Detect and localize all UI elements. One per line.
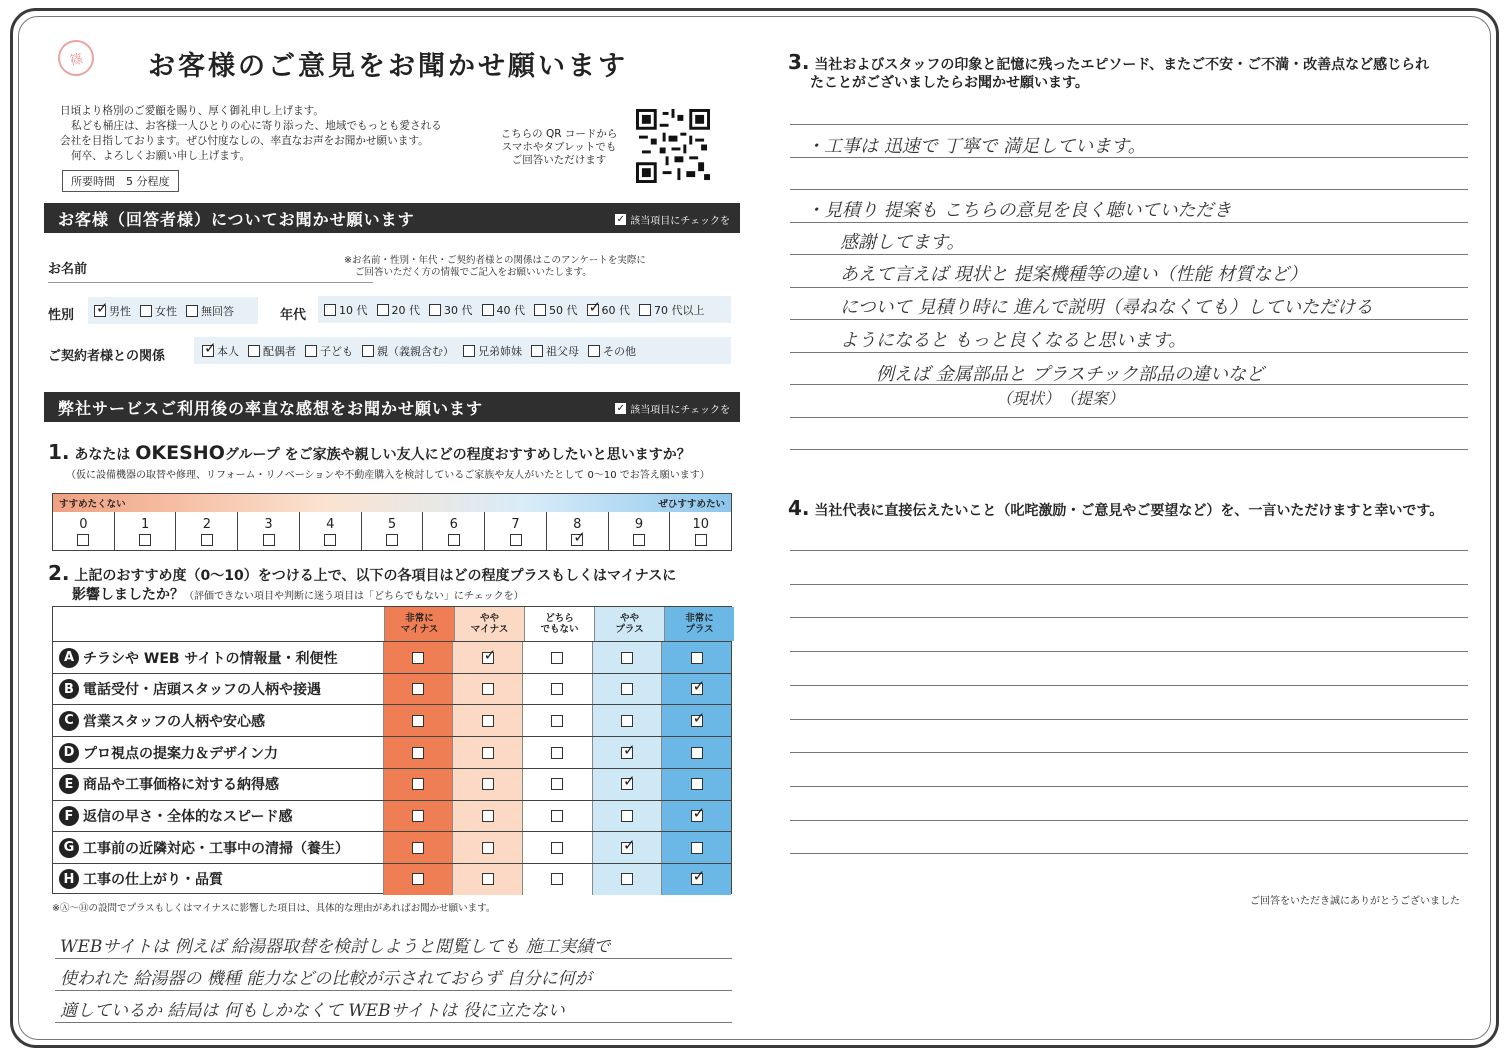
section-title: お客様（回答者様）についてお聞かせ願います (58, 209, 415, 229)
intro-line: 会社を目指しております。ぜひ忖度なしの、率直なお声をお聞かせ願います。 (60, 135, 429, 147)
grid-cell[interactable] (661, 832, 731, 863)
checkbox[interactable] (377, 304, 389, 316)
answer-line[interactable] (790, 449, 1468, 450)
question-2-sub: （評価できない項目や判断に迷う項目は「どちらでもない」にチェックを） (184, 591, 524, 602)
question-2 (48, 561, 676, 585)
section-title: 弊社サービスご利用後の率直な感想をお聞かせ願います (58, 398, 484, 418)
grid-row (53, 673, 731, 705)
checkbox-checked[interactable] (571, 534, 583, 546)
grid-cell[interactable] (522, 674, 592, 705)
privacy-note-line: ご回答いただく方の情報でご記入をお願いいたします。 (355, 267, 592, 278)
received-stamp: 篠 (55, 37, 98, 80)
checkbox[interactable] (412, 778, 424, 790)
answer-line[interactable] (790, 254, 1468, 255)
scale-cell[interactable] (299, 512, 361, 550)
checkbox[interactable] (510, 534, 522, 546)
option-label: 40 代 (496, 303, 525, 317)
q3-handwriting: ・見積り 提案も こちらの意見を良く聴いていただき (806, 200, 1232, 221)
checkbox[interactable] (621, 810, 633, 822)
option-item[interactable] (202, 343, 239, 359)
qr-caption-line: こちらの QR コードから (500, 128, 618, 140)
option-item[interactable] (429, 302, 473, 318)
scale-cell[interactable] (114, 512, 176, 550)
checkbox[interactable] (463, 345, 475, 357)
grid-cell[interactable] (661, 642, 731, 673)
scale-high-label: ぜひすすめたい (658, 499, 725, 510)
grid-cell[interactable] (592, 864, 662, 895)
scale-cells (53, 512, 731, 550)
checkbox[interactable] (386, 534, 398, 546)
grid-cell[interactable] (522, 737, 592, 768)
option-label: 20 代 (391, 303, 420, 317)
row-letter-icon: C (59, 711, 79, 731)
checkbox[interactable] (482, 810, 494, 822)
option-label: その他 (603, 344, 636, 358)
checkbox-checked[interactable] (482, 652, 494, 664)
question-text: 当社代表に直接伝えたいこと（叱咤激励・ご意見やご要望など）を、一言いただけますと幸いです。 (814, 503, 1444, 519)
check-instruction (615, 401, 730, 416)
row-letter-icon: A (59, 648, 79, 668)
checkbox[interactable] (201, 534, 213, 546)
grid-row-label (53, 705, 383, 736)
grid-column-header: 非常に プラス (664, 607, 734, 641)
checkbox[interactable] (621, 683, 633, 695)
scale-value: 10 (692, 516, 709, 532)
name-input[interactable] (48, 282, 373, 283)
checkbox[interactable] (324, 534, 336, 546)
checkbox[interactable] (551, 747, 563, 759)
checkbox-checked[interactable] (691, 715, 703, 727)
brand-name: OKESHO (135, 442, 225, 464)
checkbox[interactable] (186, 305, 198, 317)
privacy-note (344, 255, 646, 279)
question-text: グループ をご家族や親しい友人にどの程度おすすめしたいと思いますか？ (224, 447, 691, 463)
grid-cell[interactable] (383, 864, 453, 895)
option-item[interactable] (587, 302, 631, 318)
grid-cell[interactable] (452, 674, 522, 705)
grid-cell[interactable] (592, 737, 662, 768)
question-1-sub: （仮に設備機器の取替や修理、リフォーム・リノベーションや不動産購入を検討しているご家族や友人がいたとして 0～10 でお答え願います） (66, 470, 710, 481)
page-title: お客様のご意見をお聞かせ願います (148, 51, 628, 82)
question-text: あなたは (74, 447, 136, 463)
scale-cell[interactable] (175, 512, 237, 550)
checkbox[interactable] (412, 683, 424, 695)
scale-cell[interactable] (608, 512, 670, 550)
option-label: 配偶者 (263, 344, 296, 358)
section-header-service (44, 392, 740, 422)
row-letter-icon: E (59, 774, 79, 794)
age-options (318, 296, 731, 323)
answer-line[interactable] (790, 752, 1468, 753)
row-letter-icon: D (59, 743, 79, 763)
grid-column-header: 非常に マイナス (384, 607, 454, 641)
checkbox[interactable] (639, 304, 651, 316)
checkbox[interactable] (482, 304, 494, 316)
grid-row-label (53, 801, 383, 832)
grid-row (53, 800, 731, 832)
checkbox[interactable] (482, 715, 494, 727)
scale-cell[interactable] (484, 512, 546, 550)
checkbox-sample-icon: ✓ (616, 403, 625, 414)
row-text: 工事の仕上がり・品質 (83, 872, 223, 889)
checkbox[interactable] (482, 778, 494, 790)
option-item[interactable] (639, 302, 705, 318)
checkbox[interactable] (324, 304, 336, 316)
answer-line[interactable] (790, 719, 1468, 720)
checkbox[interactable] (412, 873, 424, 885)
option-item[interactable] (531, 343, 579, 359)
option-item[interactable] (94, 303, 131, 319)
answer-line[interactable] (790, 820, 1468, 821)
grid-row (53, 768, 731, 800)
scale-cell[interactable] (361, 512, 423, 550)
checkbox[interactable] (305, 345, 317, 357)
grid-cell[interactable] (522, 864, 592, 895)
gender-label: 性別 (48, 308, 75, 323)
checkbox[interactable] (429, 304, 441, 316)
option-label: 50 代 (549, 303, 578, 317)
age-label: 年代 (280, 308, 307, 323)
checkbox[interactable] (412, 810, 424, 822)
scale-header (53, 494, 731, 512)
row-text: プロ視点の提案力＆デザイン力 (83, 745, 279, 762)
checkbox[interactable] (621, 652, 633, 664)
option-item[interactable] (140, 303, 177, 319)
grid-cell[interactable] (522, 769, 592, 800)
grid-row-label (53, 769, 383, 800)
reason-handwriting: 使われた 給湯器の 機種 能力などの比較が示されておらず 自分に何が (60, 969, 592, 989)
grid-cell[interactable] (452, 832, 522, 863)
option-label: 無回答 (201, 304, 234, 318)
grid-row (53, 641, 731, 673)
question-number: 3. (788, 50, 810, 74)
q3-handwriting: ようになると もっと良くなると思います。 (840, 330, 1187, 351)
reason-line[interactable] (55, 1022, 732, 1023)
option-item[interactable] (377, 302, 421, 318)
checkbox[interactable] (621, 715, 633, 727)
answer-line[interactable] (790, 685, 1468, 686)
scale-value: 3 (264, 516, 273, 532)
reason-line[interactable] (55, 958, 732, 959)
option-label: 子ども (320, 344, 353, 358)
q3-handwriting: 感謝してます。 (840, 232, 965, 253)
recommend-scale (52, 493, 732, 551)
question-text: 影響しましたか？ (72, 587, 184, 603)
row-letter-icon: F (59, 806, 79, 826)
answer-line[interactable] (790, 189, 1468, 190)
check-instruction-text: 該当項目にチェックを (630, 405, 730, 416)
checkbox[interactable] (412, 652, 424, 664)
grid-cell[interactable] (383, 642, 453, 673)
grid-cell[interactable] (383, 737, 453, 768)
privacy-note-line: ※お名前・性別・年代・ご契約者様との関係はこのアンケートを実際に (344, 255, 646, 266)
grid-cell[interactable] (522, 801, 592, 832)
reason-handwriting: 適しているか 結局は 何もしかなくて WEBサイトは 役に立たない (60, 1001, 565, 1021)
checkbox[interactable] (633, 534, 645, 546)
checkbox[interactable] (551, 842, 563, 854)
gender-options (88, 297, 258, 324)
answer-line[interactable] (790, 417, 1468, 418)
intro-line: 日頃より格別のご愛顧を賜り、厚く御礼申し上げます。 (60, 105, 324, 117)
option-item[interactable] (482, 302, 526, 318)
question-number: 1. (48, 440, 70, 464)
grid-row (53, 863, 731, 895)
q3-handwriting: 例えば 金属部品と プラスチック部品の違いなど (876, 364, 1265, 385)
grid-cell[interactable] (452, 769, 522, 800)
grid-cell[interactable] (592, 801, 662, 832)
reason-line[interactable] (55, 990, 732, 991)
thanks-text: ご回答をいただき誠にありがとうございました (1250, 896, 1460, 907)
grid-cell[interactable] (383, 705, 453, 736)
intro-text (60, 104, 480, 164)
checkbox[interactable] (139, 534, 151, 546)
grid-row-label (53, 832, 383, 863)
checkbox[interactable] (691, 747, 703, 759)
checkbox[interactable] (691, 778, 703, 790)
grid-column-header: やや マイナス (454, 607, 524, 641)
intro-line: 何卒、よろしくお願い申し上げます。 (71, 150, 251, 162)
checkbox[interactable] (534, 304, 546, 316)
grid-cell[interactable] (383, 801, 453, 832)
relation-options (194, 337, 731, 364)
question-text: 上記のおすすめ度（0～10）をつける上で、以下の各項目はどの程度プラスもしくはマイナスに (74, 568, 677, 584)
answer-line[interactable] (790, 550, 1468, 551)
scale-value: 4 (326, 516, 335, 532)
row-text: 返信の早さ・全体的なスピード感 (83, 809, 293, 825)
grid-row-label (53, 674, 383, 705)
question-text: 当社およびスタッフの印象と記憶に残ったエピソード、またご不安・ご不満・改善点など感じられ (814, 57, 1430, 73)
grid-row (53, 704, 731, 736)
option-item[interactable] (463, 343, 522, 359)
grid-row-label (53, 864, 383, 895)
scale-value: 9 (634, 516, 644, 532)
grid-cell[interactable] (592, 642, 662, 673)
q3-handwriting: （現状） （提案） (996, 389, 1125, 408)
question-1 (48, 440, 691, 464)
checkbox-checked[interactable] (621, 842, 633, 854)
q3-handwriting: ・工事は 迅速で 丁寧で 満足しています。 (806, 136, 1146, 157)
grid-column-header: どちら でもない (524, 607, 594, 641)
grid-cell[interactable] (661, 737, 731, 768)
name-label: お名前 (48, 262, 88, 277)
grid-cell[interactable] (452, 642, 522, 673)
impact-grid (52, 606, 732, 894)
scale-value: 7 (511, 516, 520, 532)
option-label: 本人 (217, 344, 239, 358)
check-instruction-text: 該当項目にチェックを (630, 216, 730, 227)
grid-row-label (53, 642, 383, 673)
option-item[interactable] (248, 343, 296, 359)
checkbox[interactable] (412, 715, 424, 727)
option-label: 30 代 (444, 303, 473, 317)
checkbox[interactable] (140, 305, 152, 317)
grid-cell[interactable] (522, 705, 592, 736)
q3-handwriting: について 見積り時に 進んで説明（尋ねなくても）していただける (840, 297, 1374, 318)
row-letter-icon: G (59, 838, 79, 858)
checkbox-checked[interactable] (621, 778, 633, 790)
scale-value: 0 (79, 516, 88, 532)
scale-low-label: すすめたくない (59, 499, 126, 510)
grid-cell[interactable] (452, 705, 522, 736)
intro-line: 私ども桶庄は、お客様一人ひとりの心に寄り添った、地域でもっとも愛される (71, 120, 442, 132)
checkbox[interactable] (551, 683, 563, 695)
grid-cell[interactable] (592, 705, 662, 736)
question-number: 4. (788, 496, 810, 520)
answer-line[interactable] (790, 319, 1468, 320)
answer-line[interactable] (790, 651, 1468, 652)
checkbox-checked[interactable] (621, 747, 633, 759)
question-4 (788, 496, 1443, 520)
grid-cell[interactable] (592, 674, 662, 705)
time-required-box: 所要時間 5 分程度 (62, 170, 179, 192)
scale-value: 5 (387, 516, 397, 532)
reason-handwriting: WEBサイトは 例えば 給湯器取替を検討しようと閲覧しても 施工実績で (60, 937, 611, 957)
scale-value: 6 (449, 516, 458, 532)
qr-code-icon[interactable] (636, 108, 710, 184)
answer-line[interactable] (790, 287, 1468, 288)
grid-row (53, 736, 731, 768)
grid-cell[interactable] (522, 832, 592, 863)
answer-line[interactable] (790, 124, 1468, 125)
checkbox[interactable] (691, 652, 703, 664)
relation-label: ご契約者様との関係 (48, 349, 166, 364)
answer-line[interactable] (790, 617, 1468, 618)
scale-cell[interactable] (546, 512, 608, 550)
option-item[interactable] (305, 343, 353, 359)
grid-cell[interactable] (452, 737, 522, 768)
section-header-respondent (44, 203, 740, 233)
option-label: 女性 (155, 304, 177, 318)
checkbox-checked[interactable] (587, 304, 599, 316)
check-instruction (615, 212, 730, 227)
qr-caption-line: スマホやタブレットでも (501, 141, 617, 153)
grid-cell[interactable] (661, 705, 731, 736)
checkbox[interactable] (248, 345, 260, 357)
option-item[interactable] (186, 303, 234, 319)
checkbox[interactable] (695, 534, 707, 546)
answer-line[interactable] (790, 584, 1468, 585)
option-item[interactable] (324, 302, 368, 318)
checkbox[interactable] (448, 534, 460, 546)
reason-note: ※Ⓐ～Ⓗの設問でプラスもしくはマイナスに影響した項目は、具体的な理由があればお聞かせ願います。 (52, 903, 496, 914)
grid-cell[interactable] (383, 832, 453, 863)
grid-cell[interactable] (452, 801, 522, 832)
grid-cell[interactable] (383, 769, 453, 800)
checkbox[interactable] (77, 534, 89, 546)
scale-value: 1 (140, 516, 150, 532)
checkbox[interactable] (531, 345, 543, 357)
question-number: 2. (48, 561, 70, 585)
checkbox[interactable] (482, 683, 494, 695)
checkbox[interactable] (412, 747, 424, 759)
grid-cell[interactable] (661, 674, 731, 705)
scale-cell[interactable] (53, 512, 114, 550)
scale-value: 2 (202, 516, 211, 532)
grid-cell[interactable] (452, 864, 522, 895)
row-letter-icon: B (59, 679, 79, 699)
checkbox[interactable] (362, 345, 374, 357)
checkbox[interactable] (263, 534, 275, 546)
grid-row (53, 831, 731, 863)
row-text: 商品や工事価格に対する納得感 (83, 777, 279, 794)
option-label: 男性 (109, 304, 131, 318)
option-item[interactable] (362, 343, 454, 359)
row-text: 工事前の近隣対応・工事中の清掃（養生） (83, 840, 349, 857)
grid-cell[interactable] (661, 801, 731, 832)
checkbox[interactable] (588, 345, 600, 357)
question-3-line2: たことがございましたらお聞かせ願います。 (810, 75, 1089, 91)
qr-caption-line: ご回答いただけます (511, 154, 607, 166)
scale-cell[interactable] (669, 512, 731, 550)
checkbox[interactable] (482, 873, 494, 885)
checkbox[interactable] (621, 873, 633, 885)
option-label: 祖父母 (546, 344, 579, 358)
checkbox[interactable] (551, 873, 563, 885)
checkbox[interactable] (551, 715, 563, 727)
checkbox-checked[interactable] (691, 810, 703, 822)
checkbox[interactable] (551, 652, 563, 664)
q3-handwriting: あえて言えば 現状と 提案機種等の違い（性能 材質など） (840, 264, 1308, 285)
grid-row-label (53, 737, 383, 768)
checkbox[interactable] (691, 842, 703, 854)
row-text: 電話受付・店頭スタッフの人柄や接遇 (83, 682, 321, 699)
option-label: 親（義親含む） (377, 344, 454, 358)
checkbox-checked[interactable] (691, 873, 703, 885)
scale-value: 8 (573, 516, 582, 532)
scale-cell[interactable] (237, 512, 299, 550)
grid-cell[interactable] (592, 769, 662, 800)
row-letter-icon: H (59, 869, 79, 889)
grid-cell[interactable] (661, 864, 731, 895)
qr-caption (492, 128, 626, 167)
row-text: チラシや WEB サイトの情報量・利便性 (83, 650, 338, 667)
option-label: 兄弟姉妹 (478, 344, 522, 358)
grid-cell[interactable] (661, 769, 731, 800)
answer-line[interactable] (790, 786, 1468, 787)
option-item[interactable] (588, 343, 636, 359)
grid-cell[interactable] (383, 674, 453, 705)
checkbox-checked[interactable] (94, 305, 106, 317)
scale-cell[interactable] (422, 512, 484, 550)
checkbox[interactable] (551, 778, 563, 790)
question-2-line2 (72, 584, 524, 604)
checkbox[interactable] (482, 842, 494, 854)
option-item[interactable] (534, 302, 578, 318)
row-text: 営業スタッフの人柄や安心感 (83, 713, 265, 730)
checkbox-checked[interactable] (202, 345, 214, 357)
checkbox[interactable] (551, 810, 563, 822)
checkbox-checked[interactable] (691, 683, 703, 695)
grid-cell[interactable] (522, 642, 592, 673)
option-label: 10 代 (339, 303, 368, 317)
checkbox[interactable] (482, 747, 494, 759)
option-label: 60 代 (601, 303, 630, 317)
grid-column-header: やや プラス (594, 607, 664, 641)
checkbox[interactable] (412, 842, 424, 854)
option-label: 70 代以上 (654, 303, 705, 317)
answer-line[interactable] (790, 853, 1468, 854)
grid-header (384, 607, 734, 641)
question-3 (788, 50, 1429, 74)
checkbox-sample-icon: ✓ (616, 214, 625, 225)
grid-cell[interactable] (592, 832, 662, 863)
